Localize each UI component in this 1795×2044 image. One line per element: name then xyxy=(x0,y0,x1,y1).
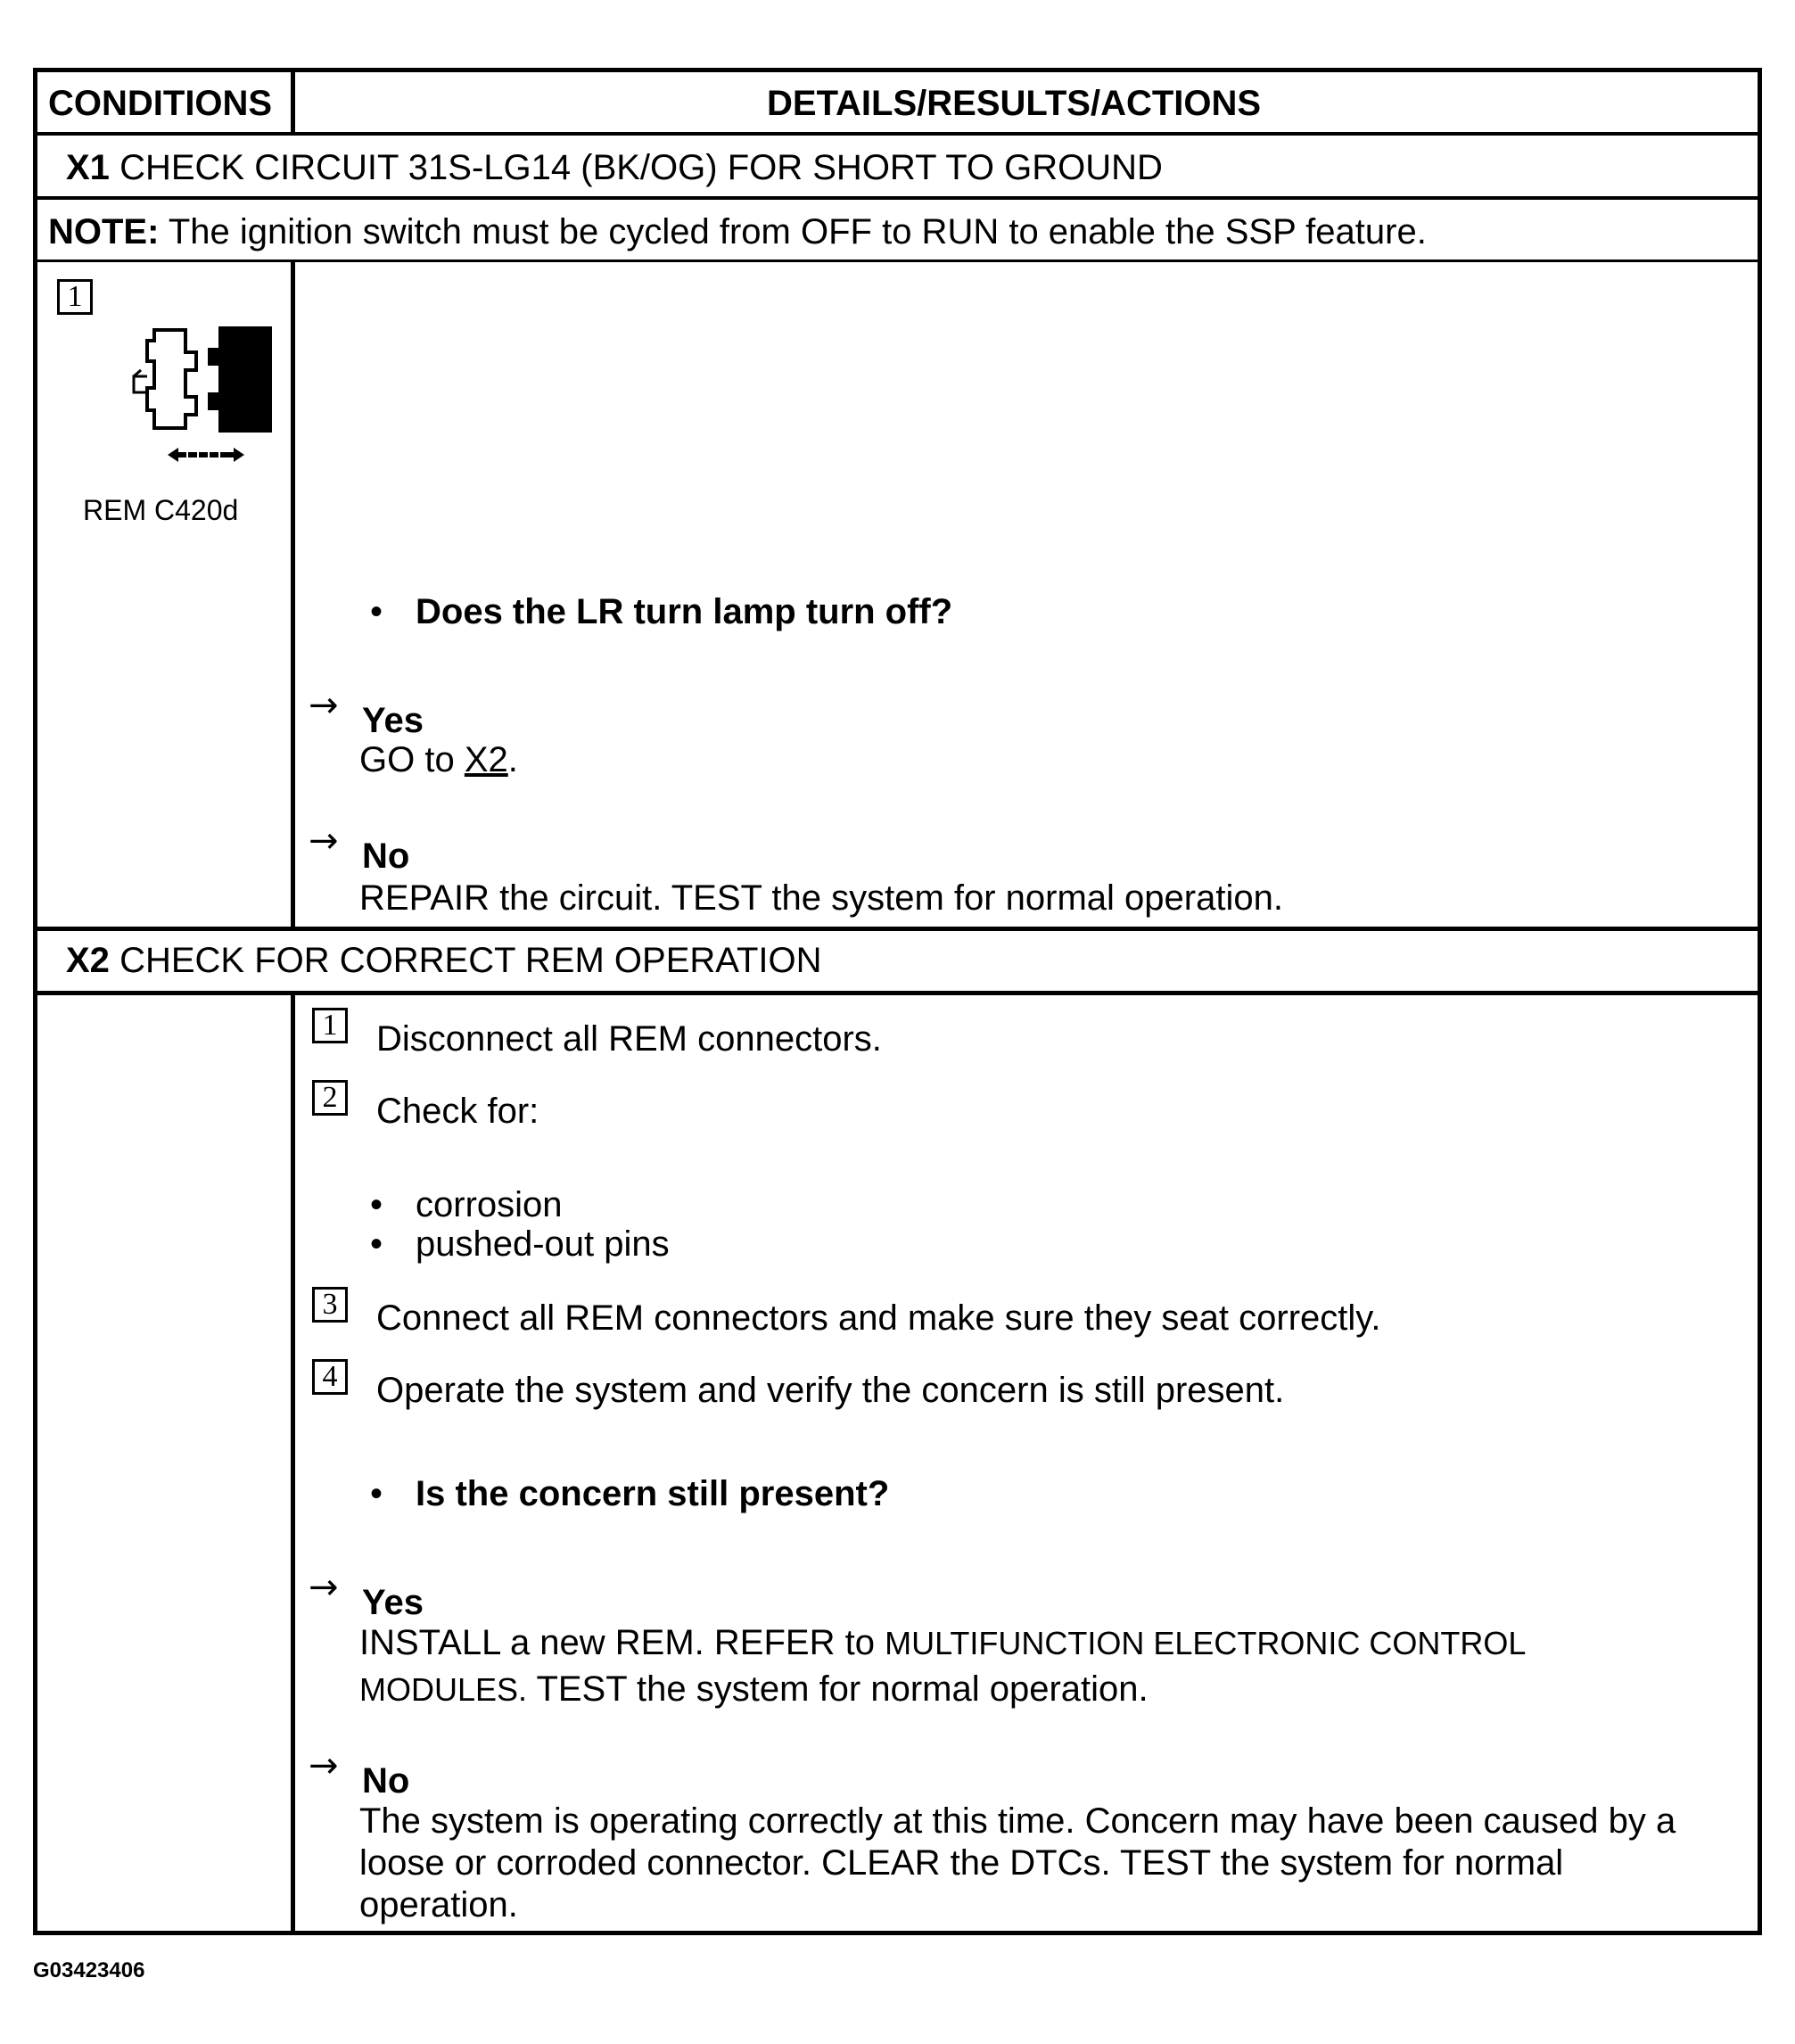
x1-title xyxy=(66,148,1163,188)
x2-step-1-text: Disconnect all REM connectors. xyxy=(376,1019,882,1059)
x2-step-id: X2 xyxy=(66,941,110,980)
x2-step-3-number: 3 xyxy=(312,1287,348,1323)
x2-yes-line-1-a: INSTALL a new REM. REFER to xyxy=(359,1623,875,1662)
connector-disconnect-icon xyxy=(125,321,285,473)
note-divider xyxy=(37,260,1758,262)
header-divider xyxy=(37,132,1758,136)
check-item-bullet: • xyxy=(370,1224,383,1264)
note-text: The ignition switch must be cycled from OFF to RUN to enable the SSP feature. xyxy=(168,212,1427,251)
x2-title xyxy=(66,941,822,981)
check-item-bullet: • xyxy=(370,1185,383,1224)
figure-id: G03423406 xyxy=(33,1958,145,1982)
x2-step-4-text: Operate the system and verify the concern is still present. xyxy=(376,1371,1285,1410)
x2-yes-arrow-icon: → xyxy=(309,1567,339,1608)
x2-step-4-number: 4 xyxy=(312,1359,348,1395)
x1-yes-text-suffix: . xyxy=(507,740,518,779)
x1-yes-text xyxy=(359,740,518,780)
refer-link-modules[interactable]: MODULES. xyxy=(359,1671,528,1708)
x1-step-id: X1 xyxy=(66,148,110,187)
x1-yes-text-prefix: GO to xyxy=(359,740,455,779)
x2-no-arrow-icon: → xyxy=(309,1745,339,1786)
x1-no-text: REPAIR the circuit. TEST the system for normal operation. xyxy=(359,878,1283,918)
x1-no-label: No xyxy=(362,837,410,876)
x2-column-divider xyxy=(291,993,295,1935)
header-column-divider xyxy=(291,72,295,134)
conditions-header: CONDITIONS xyxy=(48,84,273,123)
x2-question: Is the concern still present? xyxy=(416,1474,890,1513)
x2-question-bullet: • xyxy=(370,1474,383,1513)
x2-step-2-text: Check for: xyxy=(376,1092,539,1131)
x1-condition-step-number: 1 xyxy=(57,279,93,315)
x2-no-line-2: loose or corroded connector. CLEAR the DTCs. TEST the system for normal xyxy=(359,1843,1564,1883)
x2-title-text: CHECK FOR CORRECT REM OPERATION xyxy=(119,941,822,980)
x1-yes-arrow-icon: → xyxy=(309,685,339,726)
check-item-pushed-out-pins: pushed-out pins xyxy=(416,1224,670,1264)
x2-no-label: No xyxy=(362,1761,410,1801)
x1-question-bullet: • xyxy=(370,592,383,631)
x1-note xyxy=(48,212,1427,252)
x2-step-3-text: Connect all REM connectors and make sure they seat correctly. xyxy=(376,1298,1381,1338)
x2-no-line-1: The system is operating correctly at this time. Concern may have been caused by a xyxy=(359,1801,1676,1841)
x1-title-text: CHECK CIRCUIT 31S-LG14 (BK/OG) FOR SHORT TO GROUND xyxy=(119,148,1163,187)
note-label: NOTE: xyxy=(48,212,160,251)
x1-question: Does the LR turn lamp turn off? xyxy=(416,592,953,631)
x1-title-divider xyxy=(37,196,1758,200)
x1-column-divider xyxy=(291,261,295,928)
x2-yes-line-2 xyxy=(359,1669,1149,1710)
x2-yes-label: Yes xyxy=(362,1583,424,1622)
x1-body-divider xyxy=(37,927,1758,931)
x2-yes-line-1 xyxy=(359,1623,1526,1663)
connector-label: REM C420d xyxy=(83,494,239,526)
refer-link-multifunction[interactable]: MULTIFUNCTION ELECTRONIC CONTROL xyxy=(885,1625,1527,1661)
x2-step-2-number: 2 xyxy=(312,1080,348,1116)
x2-link[interactable]: X2 xyxy=(464,740,508,779)
x2-yes-line-2-b: TEST the system for normal operation. xyxy=(536,1669,1149,1709)
check-item-corrosion: corrosion xyxy=(416,1185,563,1224)
x1-no-arrow-icon: → xyxy=(309,820,339,861)
x2-step-1-number: 1 xyxy=(312,1008,348,1043)
x2-title-divider xyxy=(37,991,1758,995)
details-header: DETAILS/RESULTS/ACTIONS xyxy=(767,84,1262,123)
x1-yes-label: Yes xyxy=(362,701,424,740)
x2-no-line-3: operation. xyxy=(359,1885,518,1924)
